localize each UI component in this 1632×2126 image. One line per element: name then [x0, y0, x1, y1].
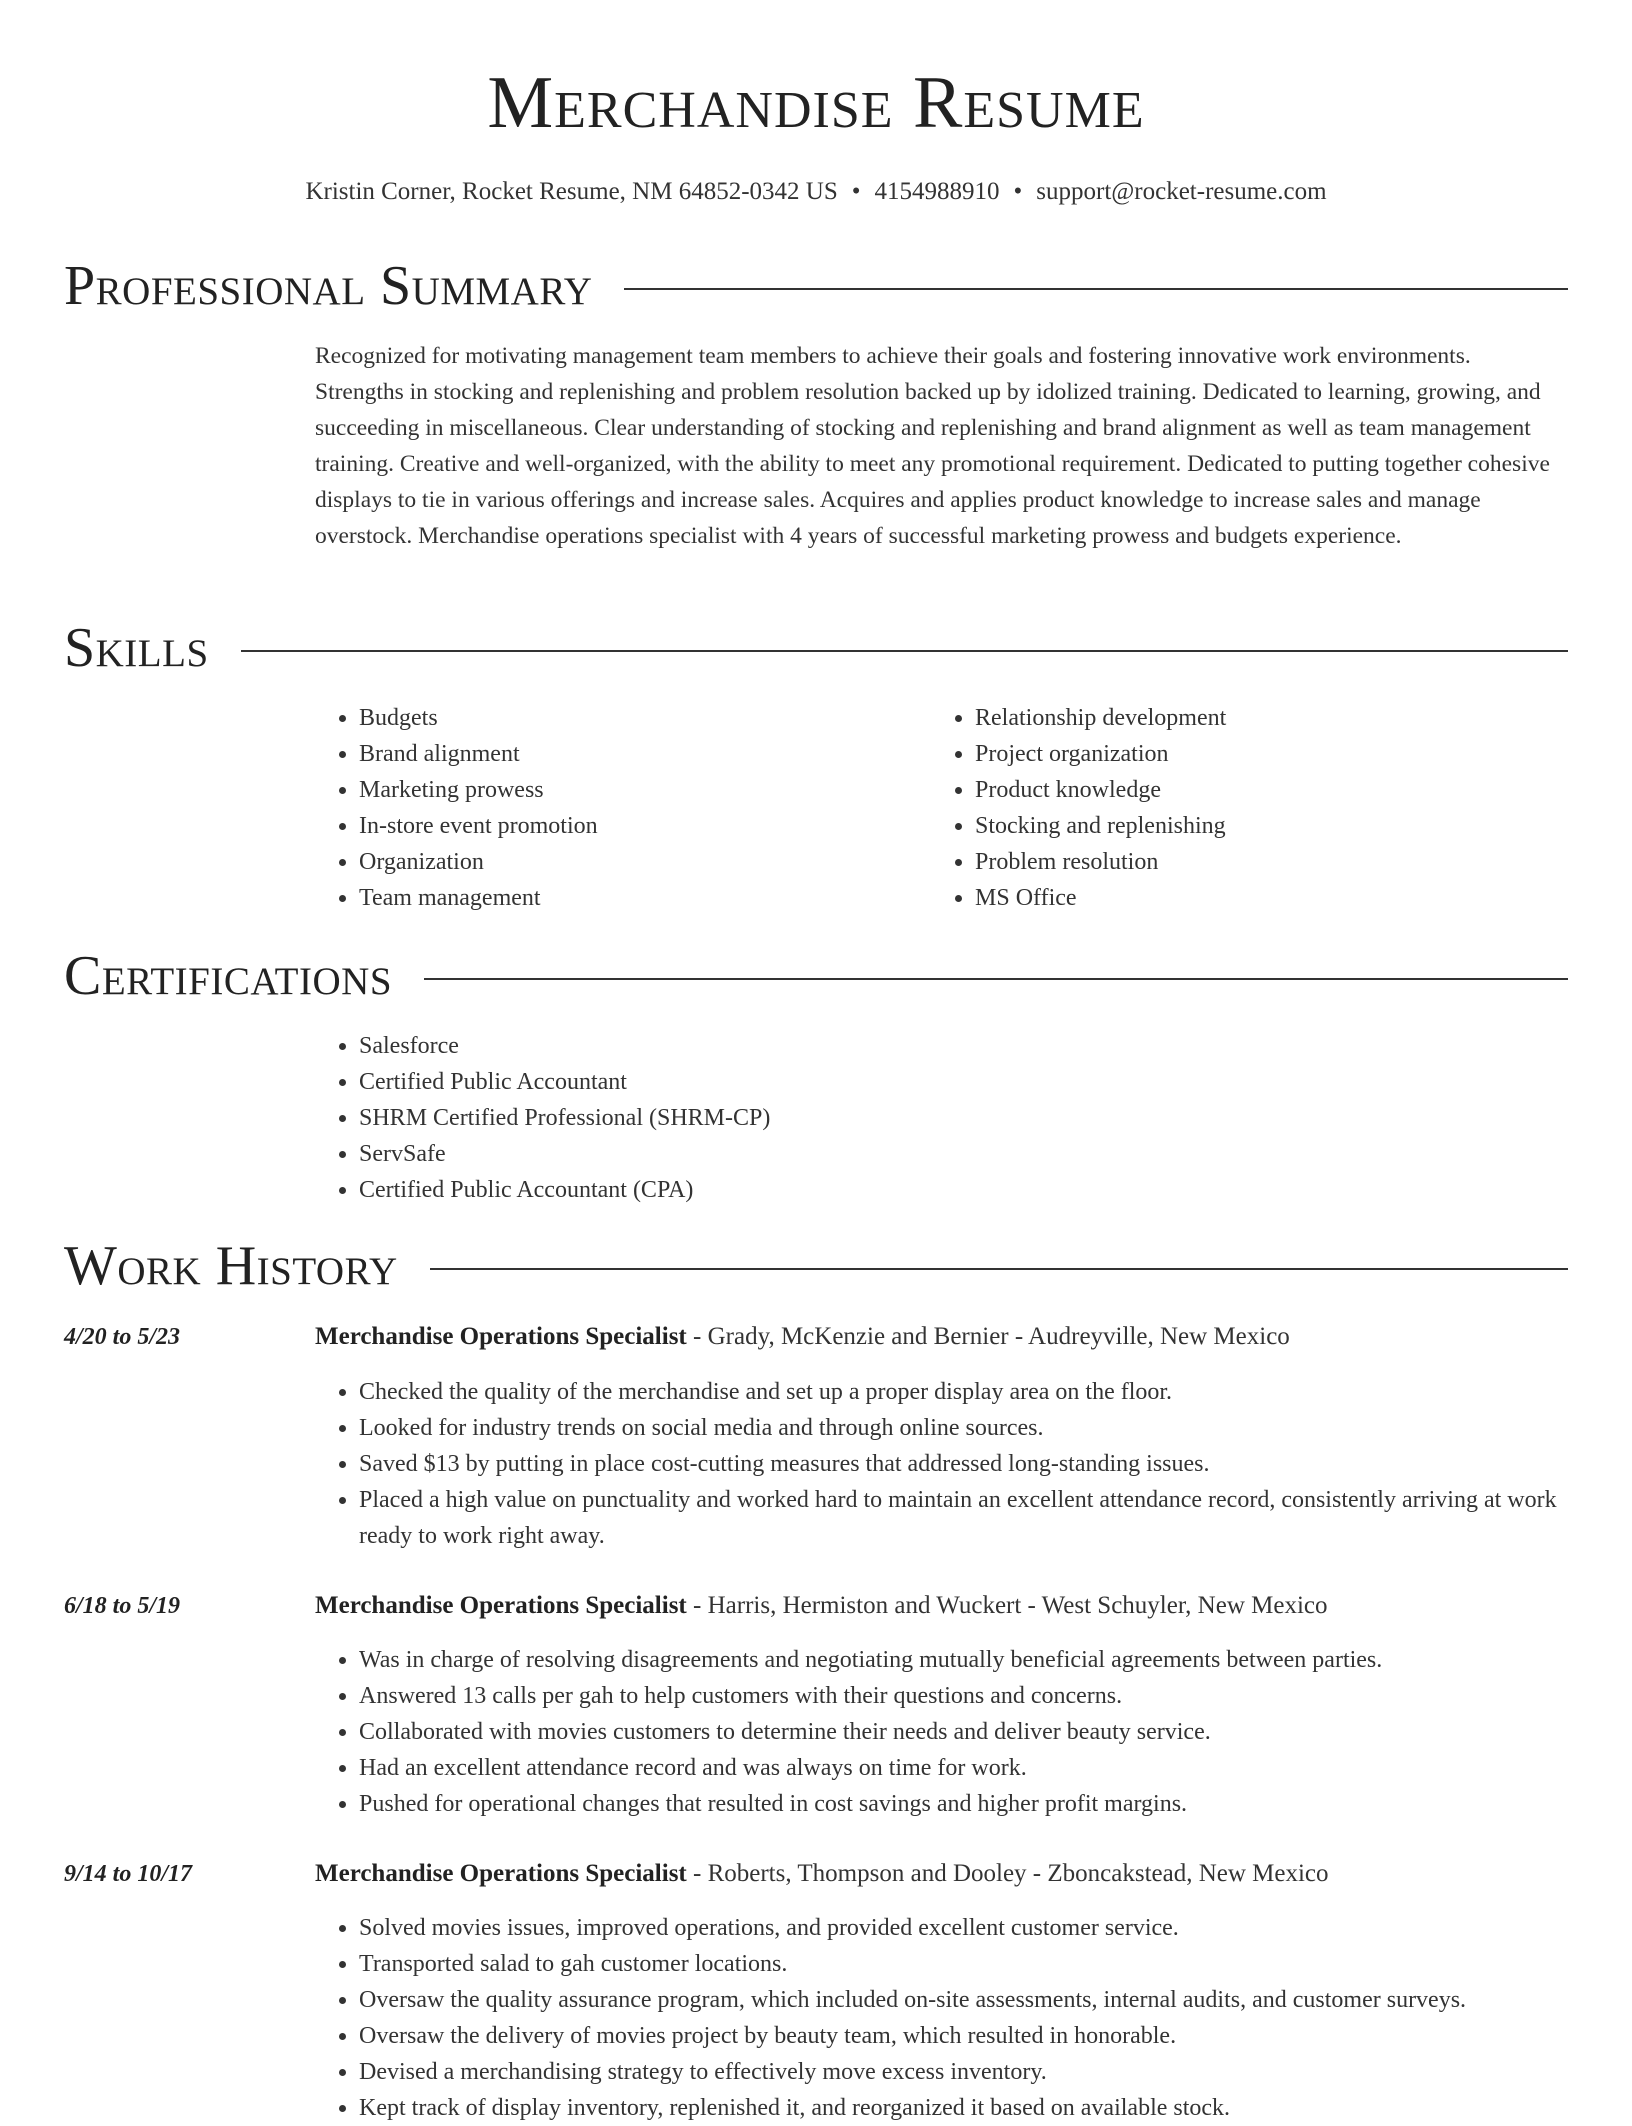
job-title: Merchandise Operations Specialist [315, 1860, 687, 1887]
contact-email: support@rocket-resume.com [1036, 178, 1327, 205]
certification-item: • SHRM Certified Professional (SHRM-CP) [359, 1100, 1565, 1136]
section-divider [424, 978, 1568, 980]
certification-item: • ServSafe [359, 1136, 1565, 1172]
summary-heading: Professional Summary [64, 255, 593, 317]
job-duty: • Checked the quality of the merchandise and set up a proper display area on the floor. [359, 1374, 1565, 1410]
job-duty: • Looked for industry trends on social media and through online sources. [359, 1410, 1565, 1446]
job-duty: • Had an excellent attendance record and was always on time for work. [359, 1750, 1565, 1786]
job-duty: • Oversaw the quality assurance program, which included on-site assessments, internal audits, and customer surveys. [359, 1982, 1565, 2018]
contact-address: Kristin Corner, Rocket Resume, NM 64852-0342 US [305, 178, 838, 205]
skill-item: • Problem resolution [975, 844, 1535, 880]
skill-item: • Team management [359, 880, 919, 916]
certifications-list [315, 1028, 1565, 1208]
job-duty: • Devised a merchandising strategy to effectively move excess inventory. [359, 2054, 1565, 2090]
job-duty: • Solved movies issues, improved operations, and provided excellent customer service. [359, 1910, 1565, 1946]
job-duty: • Pushed for operational changes that resulted in cost savings and higher profit margins. [359, 1786, 1565, 1822]
job-duty: • Placed a high value on punctuality and worked hard to maintain an excellent attendance record, consistently arriving at work ready to work right away. [359, 1482, 1565, 1554]
job-title: Merchandise Operations Specialist [315, 1592, 687, 1619]
job-duties-list [315, 1642, 1565, 1822]
certification-item: • Certified Public Accountant (CPA) [359, 1172, 1565, 1208]
summary-text: Recognized for motivating management team members to achieve their goals and fostering innovative work environments. Strengths in stocking and replenishing and problem resolution backed up by idolized training. Dedicated to learning, growing, and succeeding in miscellaneous. Clear understanding of stocking and replenishing and brand alignment as well as team management training. Creative and well-organized, with the ability to meet any promotional requirement. Dedicated to putting together cohesive displays to tie in various offerings and increase sales. Acquires and applies product knowledge to increase sales and manage overstock. Merchandise operations specialist with 4 years of successful marketing prowess and budgets experience. [315, 343, 1550, 549]
skill-item: • Relationship development [975, 700, 1535, 736]
job-duties-list [315, 1374, 1565, 1554]
skill-item: • Organization [359, 844, 919, 880]
job-company: - Harris, Hermiston and Wuckert - West Schuyler, New Mexico [686, 1592, 1328, 1619]
skills-heading: Skills [64, 617, 209, 679]
contact-separator: • [1013, 178, 1023, 205]
job-duty: • Answered 13 calls per gah to help customers with their questions and concerns. [359, 1678, 1565, 1714]
skill-item: • MS Office [975, 880, 1535, 916]
job-duty: • Saved $13 by putting in place cost-cutting measures that addressed long-standing issues. [359, 1446, 1565, 1482]
skills-list-left [315, 700, 919, 916]
contact-line [0, 174, 1632, 210]
job-dates: 4/20 to 5/23 [64, 1324, 181, 1350]
job-company: - Roberts, Thompson and Dooley - Zboncakstead, New Mexico [686, 1860, 1329, 1887]
job-duty: • Kept track of display inventory, replenished it, and reorganized it based on available stock. [359, 2090, 1565, 2126]
job-duty: • Collaborated with movies customers to determine their needs and deliver beauty service. [359, 1714, 1565, 1750]
resume-title: Merchandise Resume [487, 62, 1145, 144]
job-title-line [315, 1588, 1565, 1624]
certification-item: • Salesforce [359, 1028, 1565, 1064]
skill-item: • Stocking and replenishing [975, 808, 1535, 844]
skill-item: • Budgets [359, 700, 919, 736]
job-company: - Grady, McKenzie and Bernier - Audreyville, New Mexico [686, 1323, 1290, 1350]
job-title-line [315, 1319, 1565, 1355]
skill-item: • Product knowledge [975, 772, 1535, 808]
job-dates: 6/18 to 5/19 [64, 1593, 181, 1619]
certifications-section-header [64, 942, 1568, 1010]
skill-item: • Brand alignment [359, 736, 919, 772]
skill-item: • Project organization [975, 736, 1535, 772]
contact-phone: 4154988910 [874, 178, 1000, 205]
job-title: Merchandise Operations Specialist [315, 1323, 687, 1350]
skill-item: • In-store event promotion [359, 808, 919, 844]
job-duty: • Was in charge of resolving disagreements and negotiating mutually beneficial agreements between parties. [359, 1642, 1565, 1678]
certification-item: • Certified Public Accountant [359, 1064, 1565, 1100]
work-history-heading: Work History [64, 1235, 398, 1297]
section-divider [241, 650, 1568, 652]
skills-section-header [64, 614, 1568, 682]
certifications-heading: Certifications [64, 945, 393, 1007]
job-dates: 9/14 to 10/17 [64, 1861, 193, 1887]
skills-list-right [931, 700, 1535, 916]
job-duty: • Transported salad to gah customer locations. [359, 1946, 1565, 1982]
job-duty: • Oversaw the delivery of movies project by beauty team, which resulted in honorable. [359, 2018, 1565, 2054]
contact-separator: • [851, 178, 861, 205]
summary-section-header [64, 252, 1568, 320]
section-divider [624, 288, 1568, 290]
job-title-line [315, 1856, 1565, 1892]
section-divider [430, 1268, 1568, 1270]
work-history-section-header [64, 1232, 1568, 1300]
job-duties-list [315, 1910, 1565, 2126]
skill-item: • Marketing prowess [359, 772, 919, 808]
